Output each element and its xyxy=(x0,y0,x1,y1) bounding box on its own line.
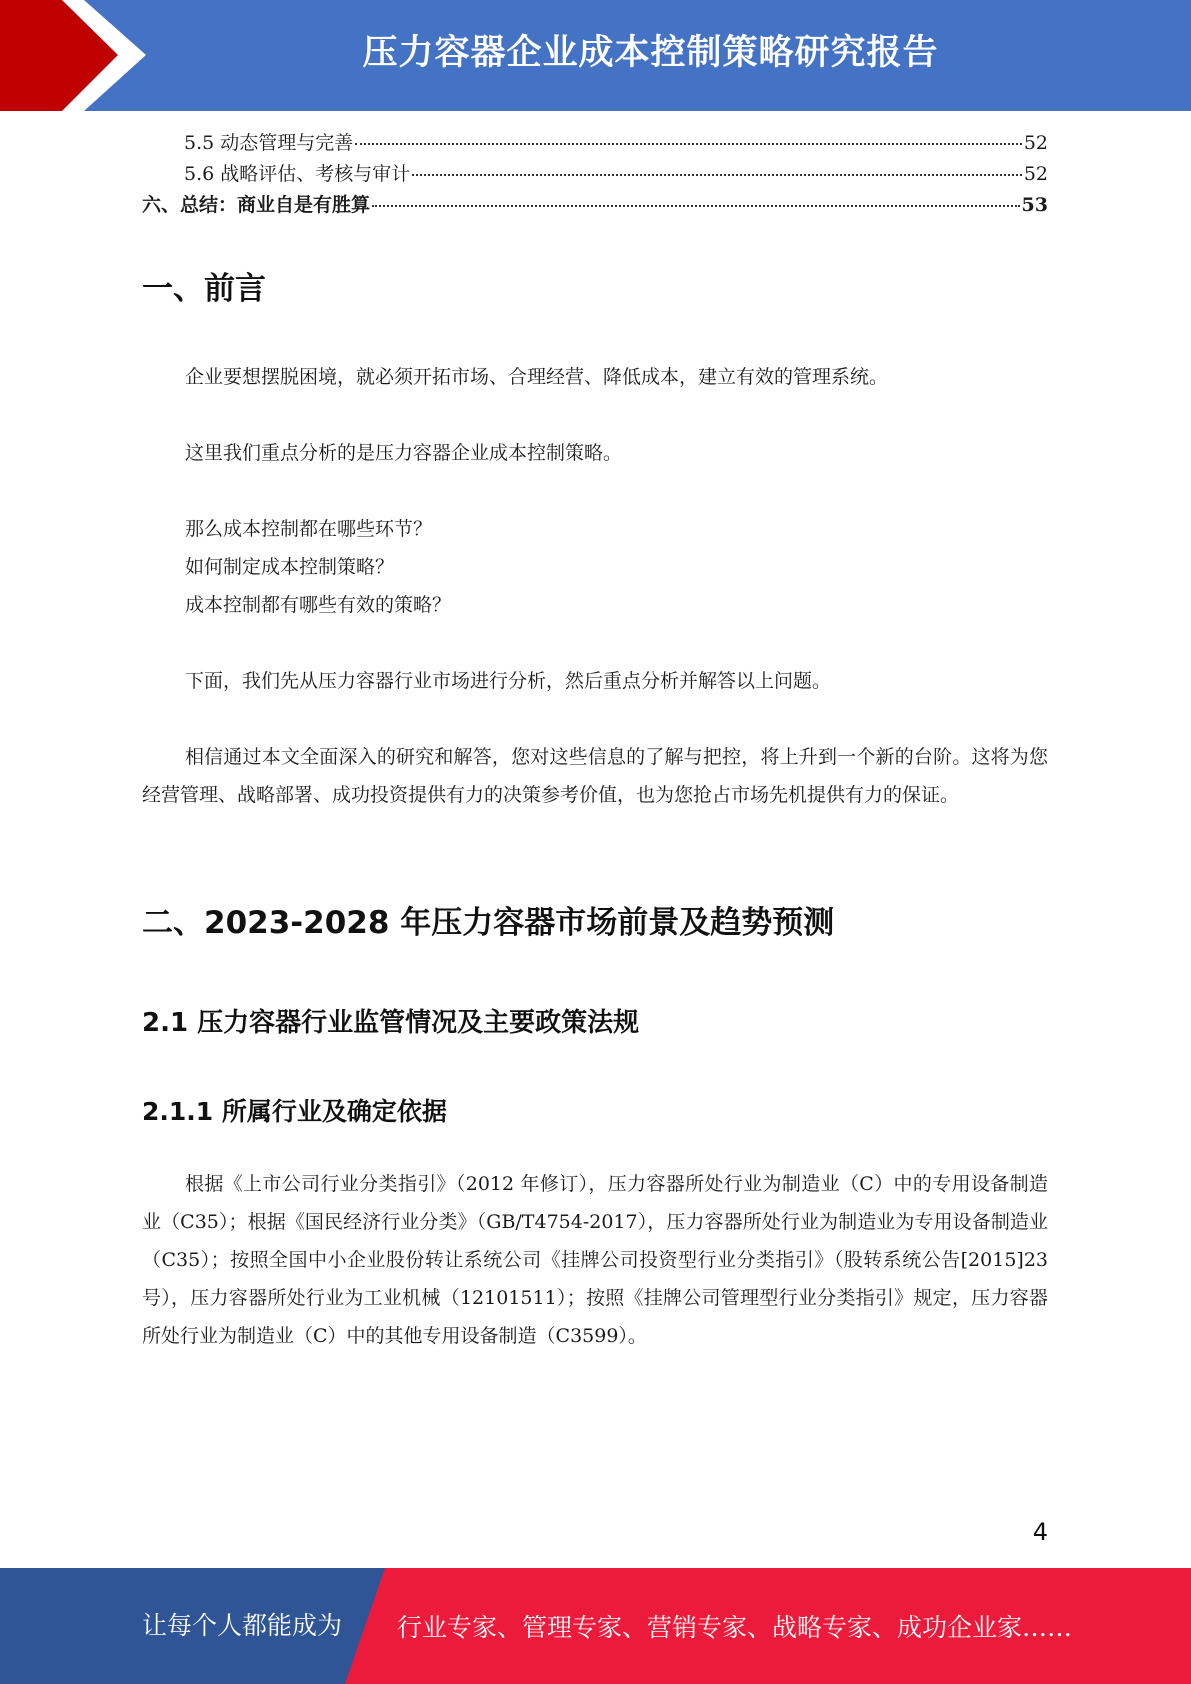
table-of-contents xyxy=(142,128,1048,221)
header-arrow-decoration xyxy=(0,0,160,111)
page-footer xyxy=(0,1568,1191,1684)
toc-leader-dots xyxy=(355,143,1022,145)
paragraph: 根据《上市公司行业分类指引》（2012 年修订），压力容器所处行业为制造业（C）中的专用设备制造业（C35）；根据《国民经济行业分类》（GB/T4754-2017），压力容器所处行业为制造业为专用设备制造业（C35）；按照全国中小企业股份转让系统公司《挂牌公司投资型行业分类指引》（股转系统公告[2015]23 号），压力容器所处行业为工业机械（12101511）；按照《挂牌公司管理型行业分类指引》规定，压力容器所处行业为制造业（C）中的其他专用设备制造（C3599）。 xyxy=(142,1173,1048,1347)
toc-entry-page: 53 xyxy=(1021,194,1048,216)
section-heading-market: 二、2023-2028 年压力容器市场前景及趋势预测 xyxy=(142,905,835,941)
paragraph: 下面，我们先从压力容器行业市场进行分析，然后重点分析并解答以上问题。 xyxy=(185,670,832,692)
paragraph: 相信通过本文全面深入的研究和解答，您对这些信息的了解与把控，将上升到一个新的台阶。这将为您经营管理、战略部署、成功投资提供有力的决策参考价值，也为您抢占市场先机提供有力的保证。 xyxy=(142,746,1048,806)
page-header xyxy=(0,0,1191,111)
toc-entry[interactable] xyxy=(142,190,1048,221)
question-line: 那么成本控制都在哪些环节？ xyxy=(185,518,433,540)
footer-slogan-left: 让每个人都能成为 xyxy=(142,1611,343,1640)
header-title: 压力容器企业成本控制策略研究报告 xyxy=(362,33,939,73)
toc-entry[interactable] xyxy=(142,128,1048,159)
toc-entry-label: 5.5 动态管理与完善 xyxy=(184,132,354,154)
toc-entry-label: 5.6 战略评估、考核与审计 xyxy=(184,163,411,185)
question-line: 如何制定成本控制策略？ xyxy=(185,556,395,578)
toc-entry-page: 52 xyxy=(1023,132,1048,154)
toc-entry-label: 六、总结：商业自是有胜算 xyxy=(142,194,371,216)
subsection-heading: 2.1 压力容器行业监管情况及主要政策法规 xyxy=(142,1008,640,1038)
toc-entry-page: 52 xyxy=(1023,163,1048,185)
paragraph: 这里我们重点分析的是压力容器企业成本控制策略。 xyxy=(185,442,623,464)
footer-slogan-right: 行业专家、管理专家、营销专家、战略专家、成功企业家…… xyxy=(397,1613,1073,1642)
page-number: 4 xyxy=(1032,1518,1048,1546)
toc-entry[interactable] xyxy=(142,159,1048,190)
toc-leader-dots xyxy=(412,174,1022,176)
toc-leader-dots xyxy=(372,205,1020,207)
subsubsection-heading: 2.1.1 所属行业及确定依据 xyxy=(142,1097,447,1126)
paragraph: 企业要想摆脱困境，就必须开拓市场、合理经营、降低成本，建立有效的管理系统。 xyxy=(185,366,889,388)
section-heading-preface: 一、前言 xyxy=(142,271,266,307)
question-line: 成本控制都有哪些有效的策略？ xyxy=(185,594,452,616)
